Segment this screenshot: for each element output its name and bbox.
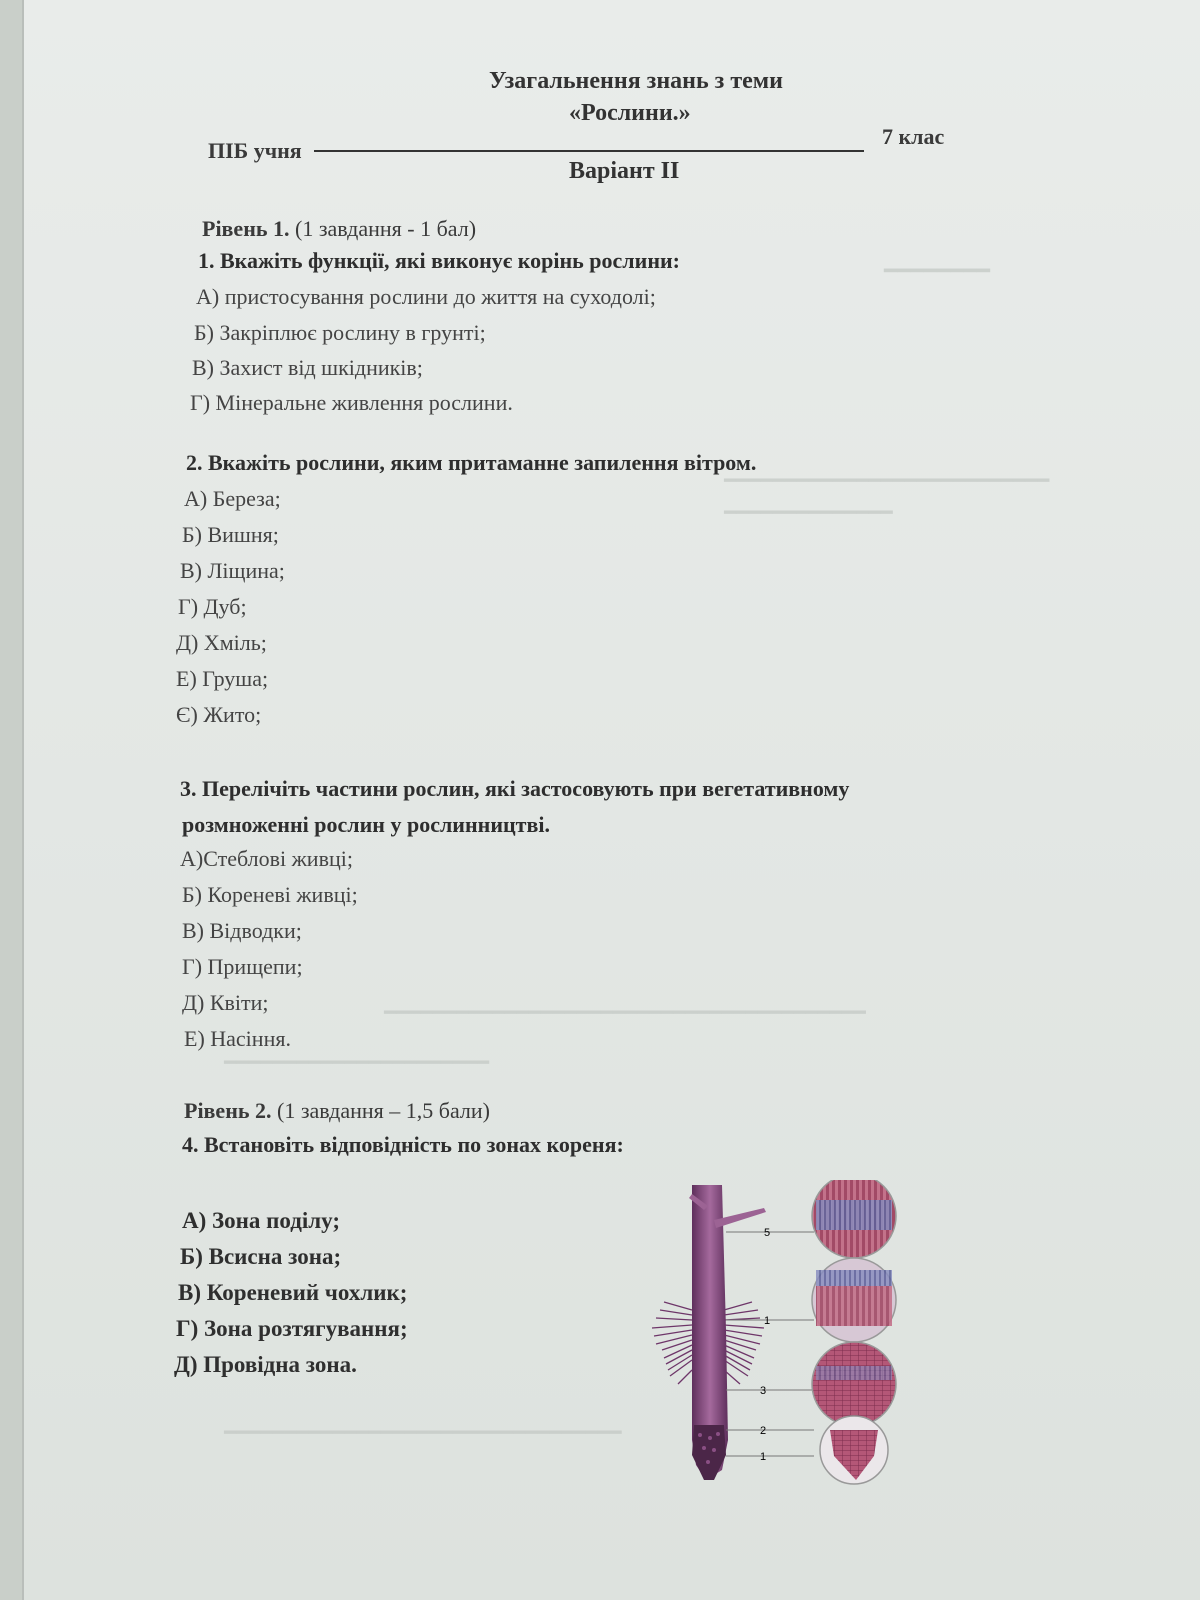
question-4: 4. Встановіть відповідність по зонах кореня: xyxy=(182,1132,624,1157)
q4-zone-b: Б) Всисна зона; xyxy=(180,1244,342,1269)
worksheet-title-line1: Узагальнення знань з теми xyxy=(489,68,783,94)
level1-heading xyxy=(202,216,476,242)
q2-option-a: А) Береза; xyxy=(184,486,281,511)
show-through-text: ━━━━━━━━━━━━━━ xyxy=(724,502,893,524)
level2-heading-bold: Рівень 2. xyxy=(184,1098,272,1123)
show-through-text: ━━━━━━━━━━━━━━━━━━━━━━━━━━━━━━━━━ xyxy=(224,1422,622,1444)
level1-heading-bold: Рівень 1. xyxy=(202,216,290,241)
level1-heading-points: (1 завдання - 1 бал) xyxy=(295,216,477,241)
q1-option-a: А) пристосування рослини до життя на суходолі; xyxy=(196,284,656,309)
show-through-text: ━━━━━━━━━━━━━━━━━━━━━━━━━━━━━━━━━━━━━━━━ xyxy=(384,1002,866,1024)
student-name-field[interactable] xyxy=(314,150,864,152)
q3-option-c: В) Відводки; xyxy=(182,918,302,943)
magnified-section-4 xyxy=(820,1416,888,1484)
q4-zone-a: А) Зона поділу; xyxy=(182,1208,341,1233)
q3-option-b: Б) Кореневі живці; xyxy=(182,882,358,907)
q1-option-c: В) Захист від шкідників; xyxy=(192,355,423,380)
q2-option-b: Б) Вишня; xyxy=(182,522,279,547)
q3-option-e: Д) Квіти; xyxy=(182,990,269,1015)
diagram-label: 3 xyxy=(760,1385,767,1397)
q3-option-d: Г) Прищепи; xyxy=(182,954,303,979)
question-3-line1: 3. Перелічіть частини рослин, які застосовують при вегетативному xyxy=(180,776,850,801)
q3-option-f: Е) Насіння. xyxy=(184,1026,291,1051)
q2-option-c: В) Ліщина; xyxy=(180,558,285,583)
question-1: 1. Вкажіть функції, які виконує корінь рослини: xyxy=(198,248,681,273)
variant-label: Варіант ІІ xyxy=(569,158,680,184)
question-2: 2. Вкажіть рослини, яким притаманне запилення вітром. xyxy=(186,450,757,475)
q1-option-b: Б) Закріплює рослину в грунті; xyxy=(194,320,486,345)
student-name-label: ПІБ учня xyxy=(208,138,302,163)
show-through-text: ━━━━━━━━━━━━━━━━━━━━━━━━━━━ xyxy=(724,470,1050,492)
q2-option-g: Є) Жито; xyxy=(176,702,262,727)
q4-zone-d: Г) Зона розтягування; xyxy=(176,1316,408,1341)
root-illustration xyxy=(652,1185,766,1480)
magnified-section-2 xyxy=(812,1258,896,1342)
q1-option-d: Г) Мінеральне живлення рослини. xyxy=(190,390,513,415)
diagram-label: 2 xyxy=(760,1425,767,1437)
q2-option-d: Г) Дуб; xyxy=(178,594,247,619)
show-through-text: ━━━━━━━━━━━━━━━━━━━━━━ xyxy=(224,1052,489,1074)
level2-heading-points: (1 завдання – 1,5 бали) xyxy=(277,1098,490,1123)
magnified-section-3 xyxy=(812,1342,896,1426)
level2-heading xyxy=(184,1098,490,1124)
show-through-text: ━━━━━━━━ xyxy=(884,258,990,283)
q4-zone-e: Д) Провідна зона. xyxy=(174,1352,357,1377)
diagram-label: 1 xyxy=(764,1315,771,1327)
diagram-label: 5 xyxy=(764,1227,771,1239)
q2-option-f: Е) Груша; xyxy=(176,666,269,691)
worksheet-page xyxy=(22,0,1200,1600)
magnified-section-1 xyxy=(812,1180,896,1258)
worksheet-title-line2: «Рослини.» xyxy=(569,100,691,126)
root-zones-diagram xyxy=(634,1180,934,1490)
diagram-label: 1 xyxy=(760,1451,767,1463)
grade-label: 7 клас xyxy=(882,124,945,149)
question-3-line2: розмноженні рослин у рослинництві. xyxy=(182,812,550,837)
q3-option-a: А)Стеблові живці; xyxy=(180,846,353,871)
q4-zone-c: В) Кореневий чохлик; xyxy=(178,1280,408,1305)
q2-option-e: Д) Хміль; xyxy=(176,630,267,655)
